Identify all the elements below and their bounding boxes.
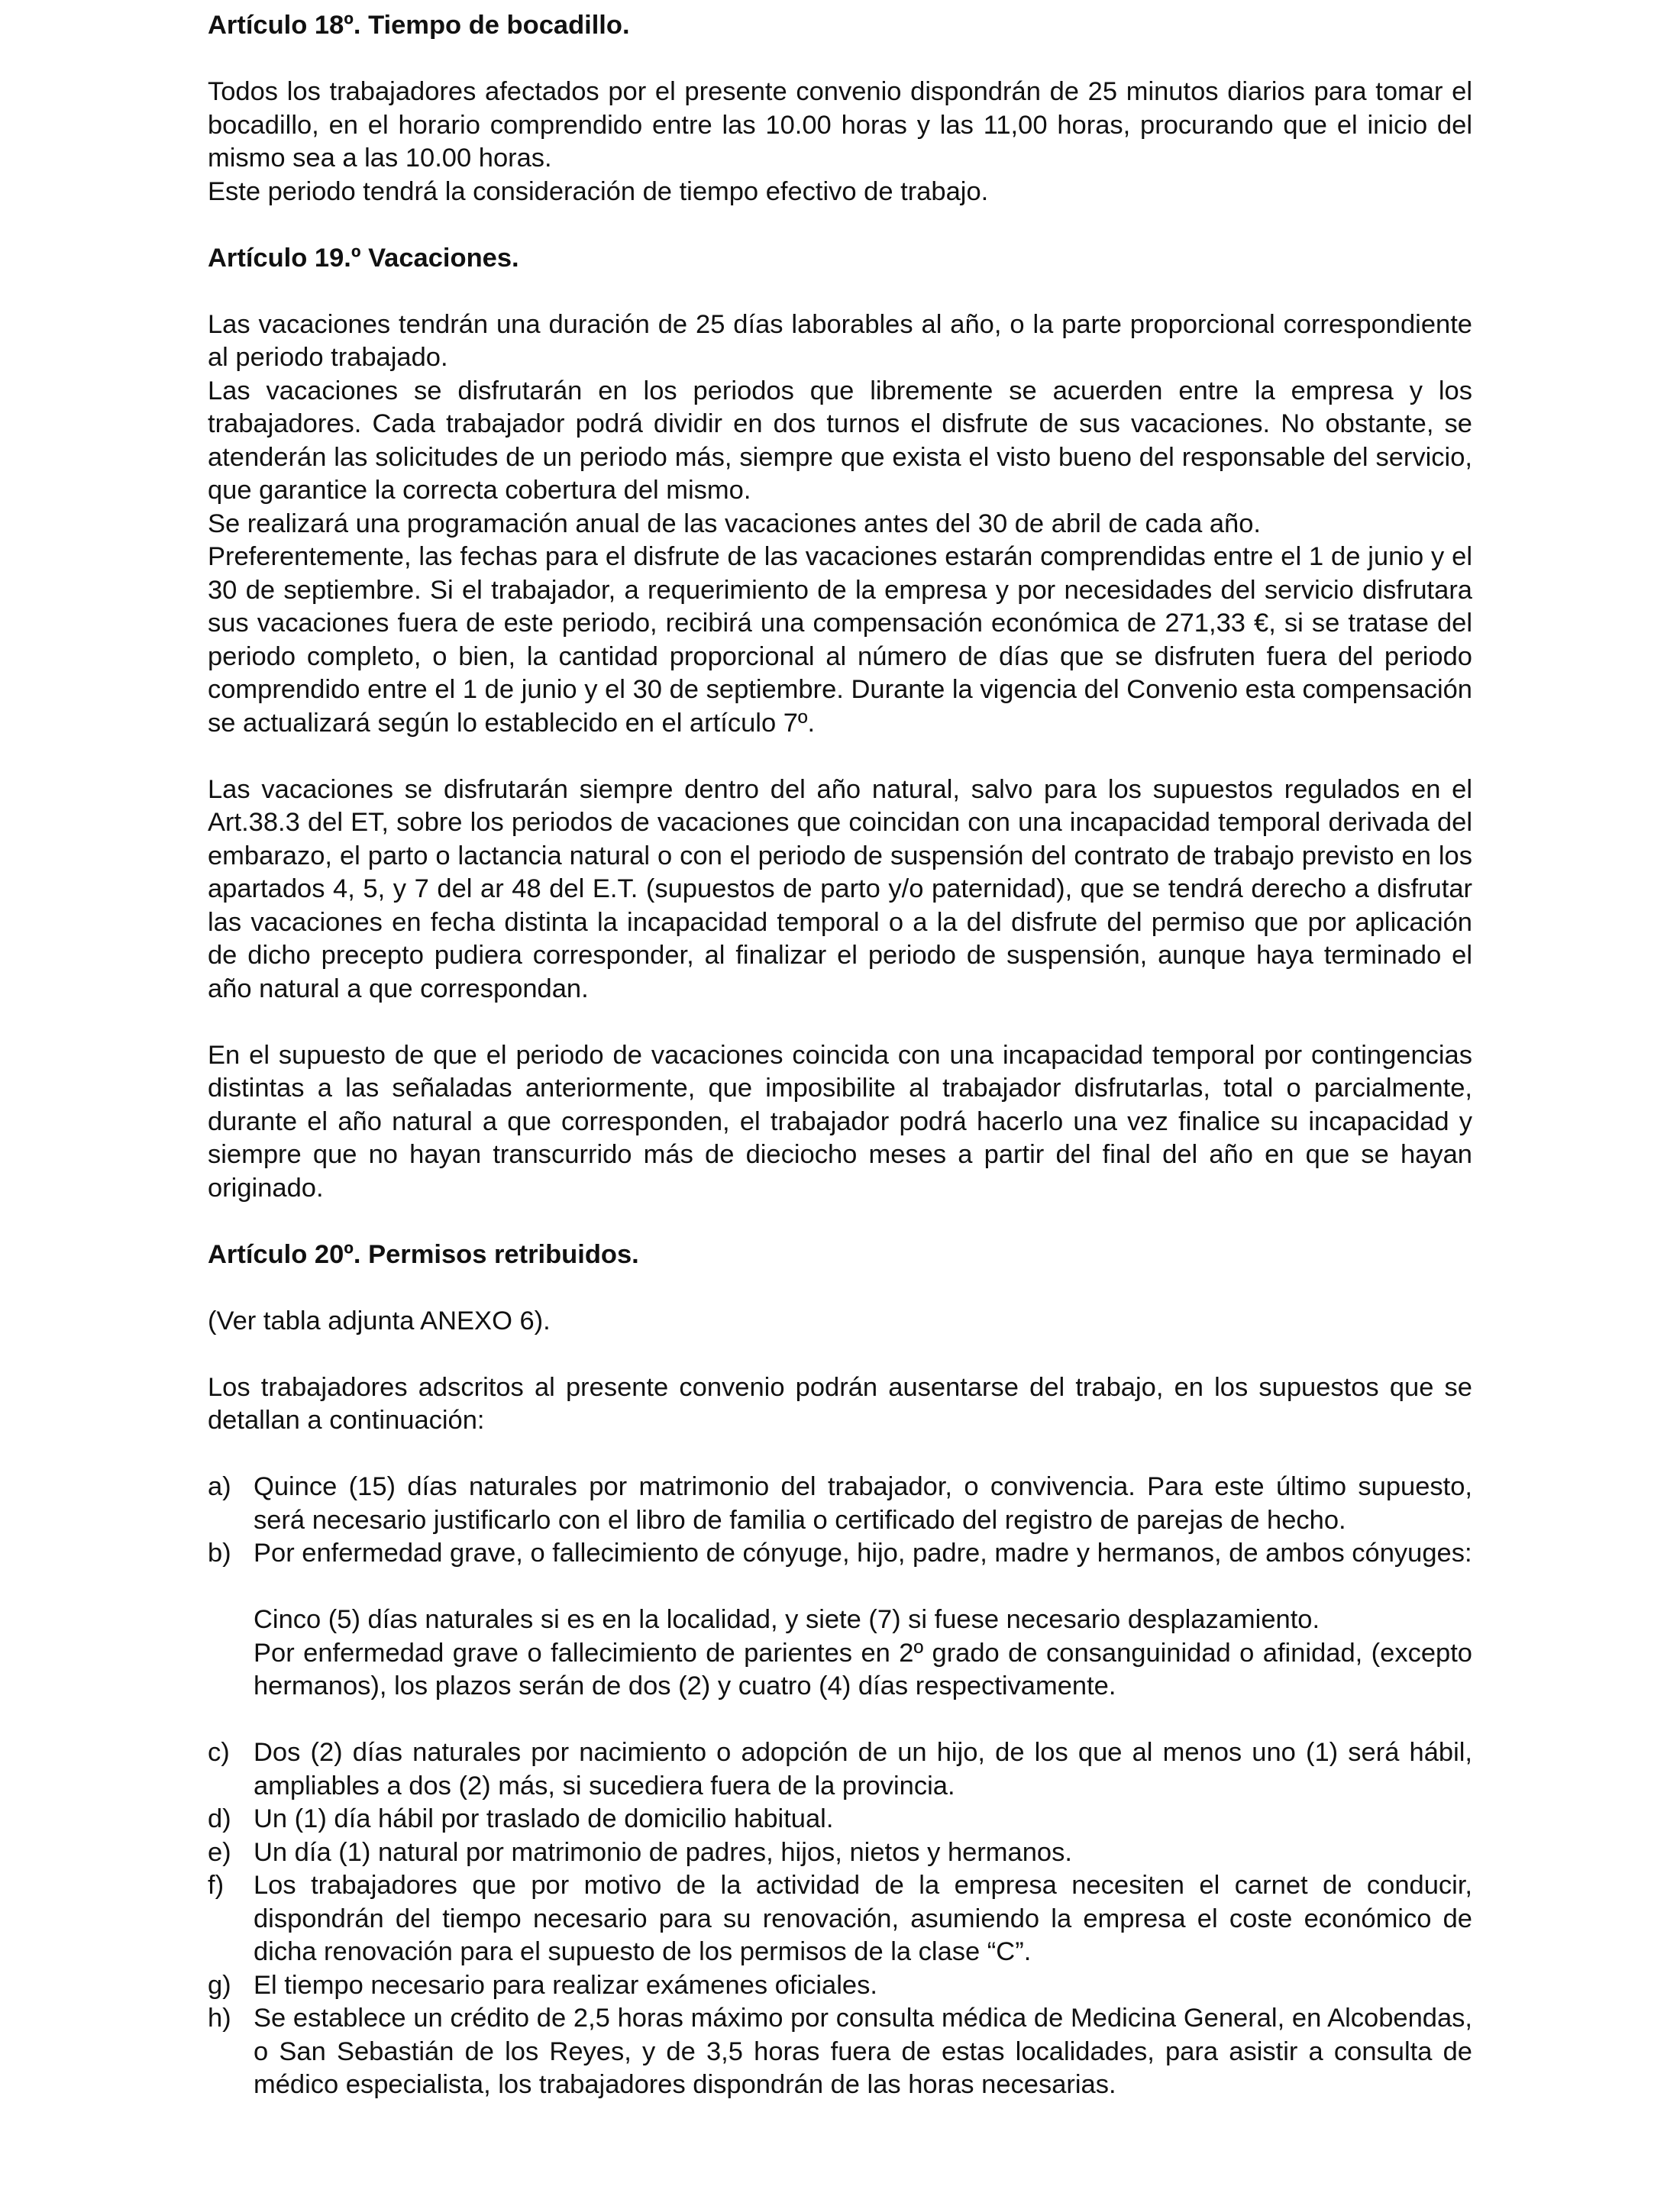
list-item	[208, 1537, 1472, 1571]
list-item-text: Los trabajadores que por motivo de la actividad de la empresa necesiten el carnet de conducir, dispondrán del tiempo necesario para su renovación, asumiendo la empresa el coste económico de dicha renovación para el supuesto de los permisos de la clase “C”.	[254, 1871, 1472, 1966]
list-marker: h)	[208, 2004, 231, 2033]
article-20-intro: Los trabajadores adscritos al presente convenio podrán ausentarse del trabajo, en los supuestos que se detallan a continuación:	[208, 1372, 1472, 1435]
list-item-text: Quince (15) días naturales por matrimonio del trabajador, o convivencia. Para este último supuesto, será necesario justificarlo con el libro de familia o certificado del registro de parejas de hecho.	[254, 1472, 1472, 1535]
permits-list	[208, 1471, 1472, 1571]
article-18-paragraph-2: Este periodo tendrá la consideración de tiempo efectivo de trabajo.	[208, 176, 989, 206]
list-item-text: Se establece un crédito de 2,5 horas máximo por consulta médica de Medicina General, en Alcobendas, o San Sebastián de los Reyes, y de 3,5 horas fuera de estas localidades, para asistir a consulta de médico especialista, los trabajadores dispondrán de las horas necesarias.	[254, 2004, 1472, 2099]
list-item-text: Por enfermedad grave, o fallecimiento de cónyuge, hijo, padre, madre y hermanos, de ambos cónyuges:	[254, 1539, 1472, 1568]
article-20-note: (Ver tabla adjunta ANEXO 6).	[208, 1306, 551, 1336]
document-page	[208, 9, 1472, 2102]
item-b-subparagraph-1: Cinco (5) días naturales si es en la localidad, y siete (7) si fuese necesario desplazamiento.	[254, 1605, 1320, 1634]
list-marker: a)	[208, 1472, 231, 1501]
permits-list-continued	[208, 1736, 1472, 2102]
article-19-paragraph-3: Se realizará una programación anual de las vacaciones antes del 30 de abril de cada año.	[208, 509, 1261, 538]
article-19-paragraph-1: Las vacaciones tendrán una duración de 25 días laborables al año, o la parte proporcional correspondiente al periodo trabajado.	[208, 309, 1472, 372]
article-20-title: Artículo 20º. Permisos retribuidos.	[208, 1239, 639, 1269]
list-item	[208, 1836, 1472, 1870]
article-19-paragraph-4: Preferentemente, las fechas para el disfrute de las vacaciones estarán comprendidas entre el 1 de junio y el 30 de septiembre. Si el trabajador, a requerimiento de la empresa y por necesidades del servicio disfrutara sus vacaciones fuera de este periodo, recibirá una compensación económica de 271,33 €, si se tratase del periodo completo, o bien, la cantidad proporcional al número de días que se disfruten fuera del periodo comprendido entre el 1 de junio y el 30 de septiembre. Durante la vigencia del Convenio esta compensación se actualizará según lo establecido en el artículo 7º.	[208, 542, 1472, 738]
list-item	[208, 1803, 1472, 1836]
article-19-title: Artículo 19.º Vacaciones.	[208, 243, 519, 273]
article-18-paragraph-1: Todos los trabajadores afectados por el presente convenio dispondrán de 25 minutos diarios para tomar el bocadillo, en el horario comprendido entre las 10.00 horas y las 11,00 horas, procurando que el inicio del mismo sea a las 10.00 horas.	[208, 77, 1472, 173]
list-marker: e)	[208, 1837, 231, 1867]
list-item	[208, 1736, 1472, 1803]
list-item-text: El tiempo necesario para realizar exámenes oficiales.	[254, 1970, 877, 2000]
list-item	[208, 1869, 1472, 1969]
list-marker: b)	[208, 1539, 231, 1568]
item-b-subparagraph-2: Por enfermedad grave o fallecimiento de parientes en 2º grado de consanguinidad o afinidad, (excepto hermanos), los plazos serán de dos (2) y cuatro (4) días respectivamente.	[254, 1638, 1472, 1700]
article-19-paragraph-5: Las vacaciones se disfrutarán siempre dentro del año natural, salvo para los supuestos regulados en el Art.38.3 del ET, sobre los periodos de vacaciones que coincidan con una incapacidad temporal derivada del embarazo, el parto o lactancia natural o con el periodo de suspensión del contrato de trabajo previsto en los apartados 4, 5, y 7 del ar 48 del E.T. (supuestos de parto y/o paternidad), que se tendrá derecho a disfrutar las vacaciones en fecha distinta la incapacidad temporal o a la del disfrute del permiso que por aplicación de dicho precepto pudiera corresponder, al finalizar el periodo de suspensión, aunque haya terminado el año natural a que correspondan.	[208, 774, 1472, 1003]
article-18-title: Artículo 18º. Tiempo de bocadillo.	[208, 11, 630, 40]
list-item	[208, 1969, 1472, 2003]
list-marker: f)	[208, 1871, 225, 1900]
article-19-paragraph-6: En el supuesto de que el periodo de vacaciones coincida con una incapacidad temporal por contingencias distintas a las señaladas anteriormente, que imposibilite al trabajador disfrutarlas, total o parcialmente, durante el año natural a que corresponden, el trabajador podrá hacerlo una vez finalice su incapacidad y siempre que no hayan transcurrido más de dieciocho meses a partir del final del año en que se hayan originado.	[208, 1040, 1472, 1203]
list-marker: c)	[208, 1738, 230, 1767]
list-item-text: Dos (2) días naturales por nacimiento o adopción de un hijo, de los que al menos uno (1) será hábil, ampliables a dos (2) más, si sucediera fuera de la provincia.	[254, 1738, 1472, 1801]
list-item-text: Un (1) día hábil por traslado de domicilio habitual.	[254, 1804, 834, 1833]
list-marker: d)	[208, 1804, 231, 1833]
list-item	[208, 2002, 1472, 2102]
list-item	[208, 1471, 1472, 1537]
list-marker: g)	[208, 1970, 231, 2000]
article-19-paragraph-2: Las vacaciones se disfrutarán en los periodos que libremente se acuerden entre la empresa y los trabajadores. Cada trabajador podrá dividir en dos turnos el disfrute de sus vacaciones. No obstante, se atenderán las solicitudes de un periodo más, siempre que exista el visto bueno del responsable del servicio, que garantice la correcta cobertura del mismo.	[208, 376, 1472, 505]
list-item-text: Un día (1) natural por matrimonio de padres, hijos, nietos y hermanos.	[254, 1837, 1072, 1867]
